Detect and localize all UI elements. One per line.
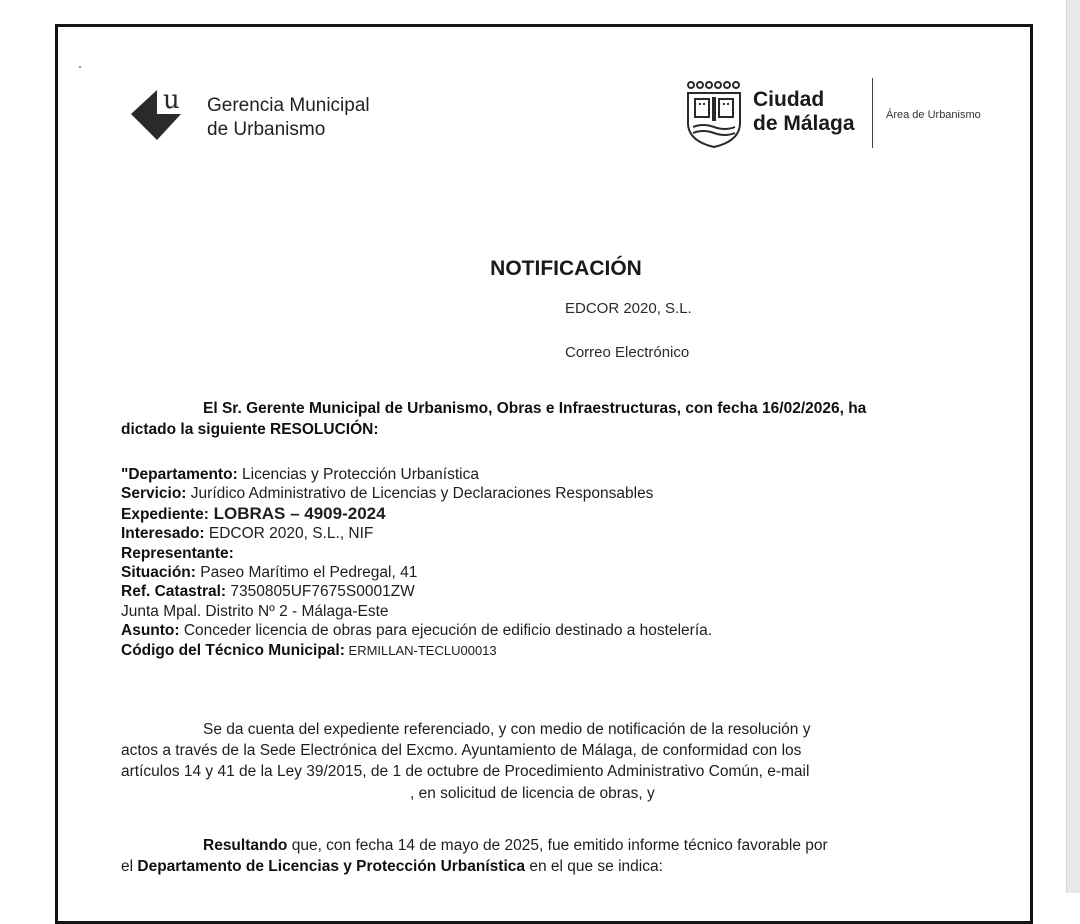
malaga-coat-of-arms-icon xyxy=(685,79,743,149)
gerencia-line1: Gerencia Municipal xyxy=(207,95,370,116)
gerencia-line2: de Urbanismo xyxy=(207,119,326,140)
field-asunto: Asunto: Conceder licencia de obras para ejecución de edificio destinado a hostelería. xyxy=(121,622,713,640)
body-p1-line-2: actos a través de la Sede Electrónica del Excmo. Ayuntamiento de Málaga, de conformidad con los xyxy=(121,742,802,759)
field-interesado: Interesado: EDCOR 2020, S.L., NIF xyxy=(121,525,374,543)
resolution-fields xyxy=(121,465,712,660)
intro-line-1: El Sr. Gerente Municipal de Urbanismo, Obras e Infraestructuras, con fecha 16/02/2026, ha xyxy=(203,400,867,417)
area-urbanismo-label: Área de Urbanismo xyxy=(886,109,981,121)
malaga-org-name xyxy=(753,88,855,136)
page-edge-strip xyxy=(1066,0,1080,893)
recipient-channel: Correo Electrónico xyxy=(565,344,690,361)
gerencia-org-name xyxy=(207,94,370,142)
header-divider xyxy=(872,78,873,148)
body-p2-line-1: Resultando que, con fecha 14 de mayo de 2025, fue emitido informe técnico favorable por xyxy=(203,837,828,854)
field-departamento: "Departamento: Licencias y Protección Urbanística xyxy=(121,466,479,483)
malaga-line2: de Málaga xyxy=(753,112,855,135)
body-p1-line-1: Se da cuenta del expediente referenciado, y con medio de notificación de la resolución y xyxy=(203,721,811,738)
field-junta-distrito: Junta Mpal. Distrito Nº 2 - Málaga-Este xyxy=(121,602,389,620)
field-ref-catastral: Ref. Catastral: 7350805UF7675S0001ZW xyxy=(121,583,415,601)
svg-text:u: u xyxy=(163,85,180,115)
field-servicio: Servicio: Jurídico Administrativo de Licencias y Declaraciones Responsables xyxy=(121,485,654,503)
body-p2-line-2: el Departamento de Licencias y Protección Urbanística en el que se indica: xyxy=(121,858,663,875)
document-title: NOTIFICACIÓN xyxy=(490,257,642,280)
malaga-line1: Ciudad xyxy=(753,88,825,111)
body-p1-line-3: artículos 14 y 41 de la Ley 39/2015, de 1 de octubre de Procedimiento Administrativo Común, e-mail xyxy=(121,763,810,780)
body-p1-line-4: , en solicitud de licencia de obras, y xyxy=(410,785,655,802)
intro-line-2: dictado la siguiente RESOLUCIÓN: xyxy=(121,421,379,438)
gerencia-urbanismo-logo-icon xyxy=(127,84,187,146)
field-expediente: Expediente: LOBRAS – 4909-2024 xyxy=(121,503,386,523)
field-codigo-tecnico: Código del Técnico Municipal: ERMILLAN-TECLU00013 xyxy=(121,641,497,659)
field-representante: Representante: xyxy=(121,544,234,562)
recipient-name: EDCOR 2020, S.L. xyxy=(565,300,692,317)
field-situacion: Situación: Paseo Marítimo el Pedregal, 41 xyxy=(121,564,418,582)
